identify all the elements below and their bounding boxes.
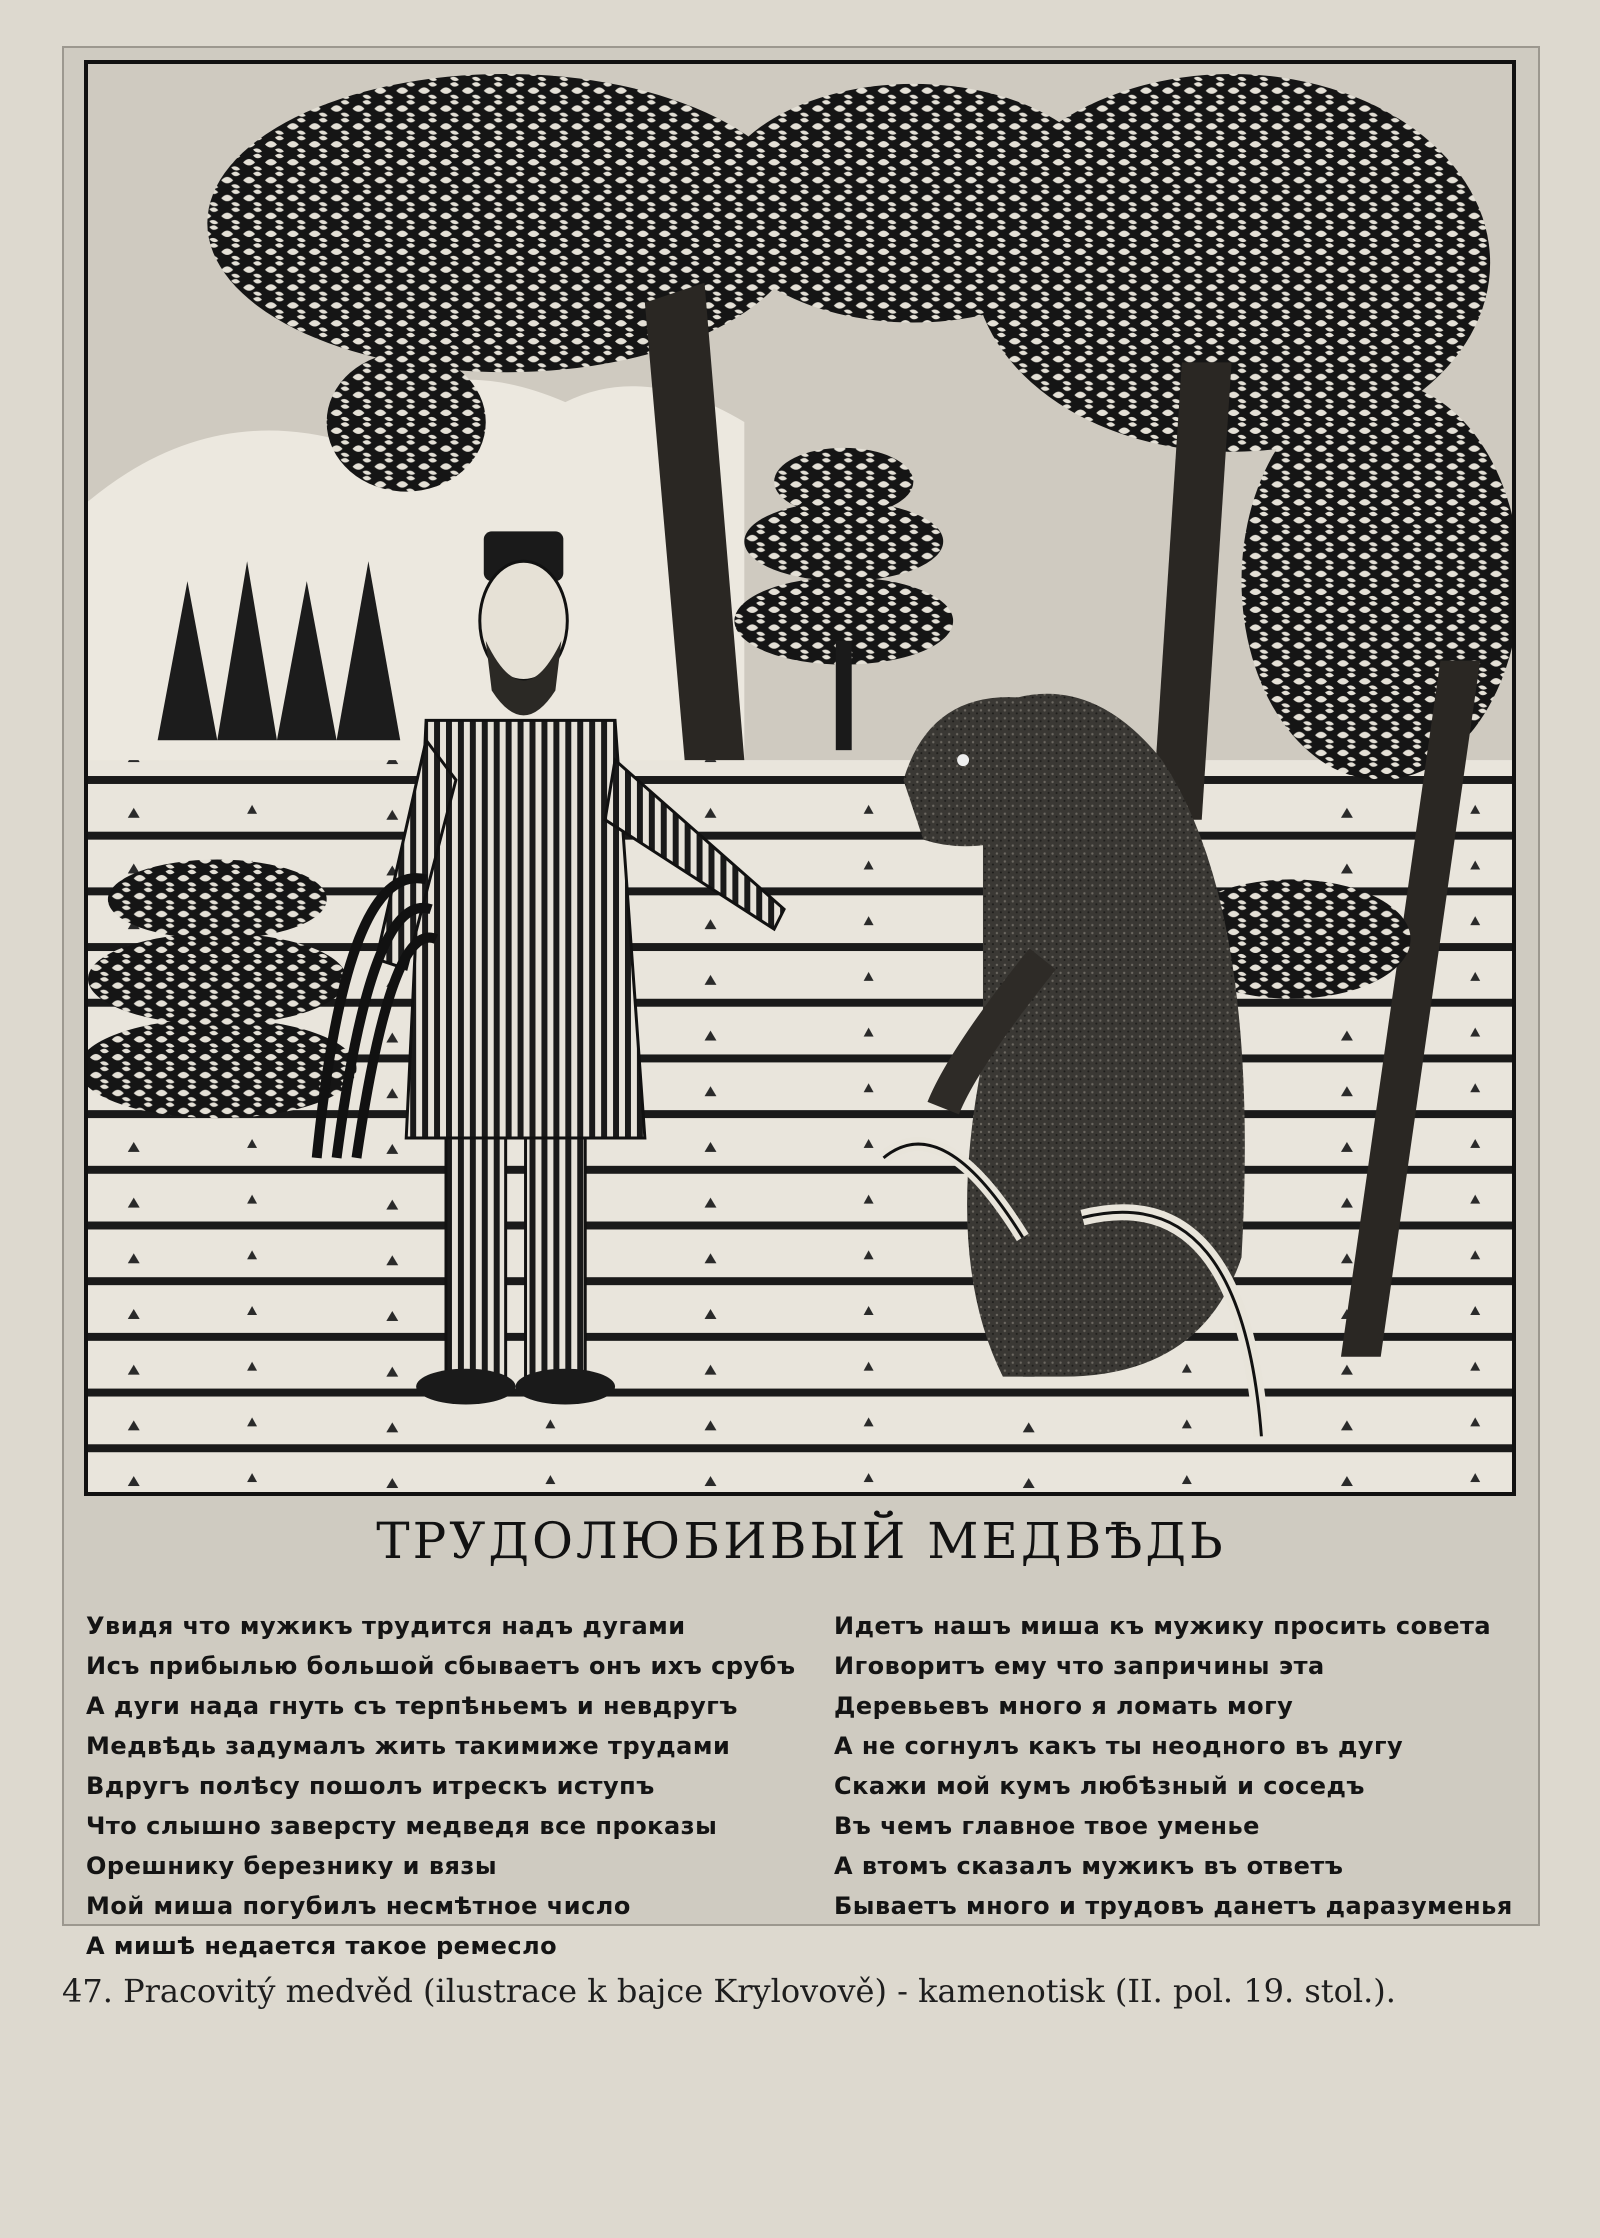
verse-line: Бываетъ много и трудовъ данетъ даразуменья — [834, 1892, 1513, 1920]
verse-line: Увидя что мужикъ трудится надъ дугами — [86, 1612, 686, 1640]
verse-right-column — [834, 1606, 1513, 1926]
engraving-illustration — [84, 60, 1516, 1496]
verse-line: Орешнику березнику и вязы — [86, 1852, 498, 1880]
verse-line: Въ чемъ главное твое уменье — [834, 1812, 1260, 1840]
verse-line: Скажи мой кумъ любѣзный и соседъ — [834, 1772, 1365, 1800]
verse-line: Медвѣдь задумалъ жить такимиже трудами — [86, 1732, 731, 1760]
print-title: ТРУДОЛЮБИВЫЙ МЕДВѢДЬ — [376, 1512, 1226, 1570]
verse-line: Вдругъ полѣсу пошолъ итрескъ иступъ — [86, 1772, 655, 1800]
engraving-artwork — [88, 64, 1512, 1492]
verse-line: А мишѣ недается такое ремесло — [86, 1932, 558, 1960]
figure-caption: 47. Pracovitý medvěd (ilustrace k bajce Krylovově) - kamenotisk (II. pol. 19. stol.). — [62, 1972, 1396, 2010]
verse-line: А не согнулъ какъ ты неодного въ дугу — [834, 1732, 1404, 1760]
verse-line: Деревьевъ много я ломать могу — [834, 1692, 1294, 1720]
verse-line: А дуги нада гнуть съ терпѣньемъ и невдругъ — [86, 1692, 738, 1720]
verse-line: Иговоритъ ему что запричины эта — [834, 1652, 1325, 1680]
verse-line: Мой миша погубилъ несмѣтное число — [86, 1892, 631, 1920]
verse-left-column — [86, 1606, 795, 1966]
print-plate — [62, 46, 1540, 1960]
verse-line: Исъ прибылью большой сбываетъ онъ ихъ срубъ — [86, 1652, 796, 1680]
verse-line: Идетъ нашъ миша къ мужику просить совета — [834, 1612, 1492, 1640]
verse-line: Что слышно заверсту медведя все проказы — [86, 1812, 718, 1840]
verse-line: А втомъ сказалъ мужикъ въ ответъ — [834, 1852, 1344, 1880]
